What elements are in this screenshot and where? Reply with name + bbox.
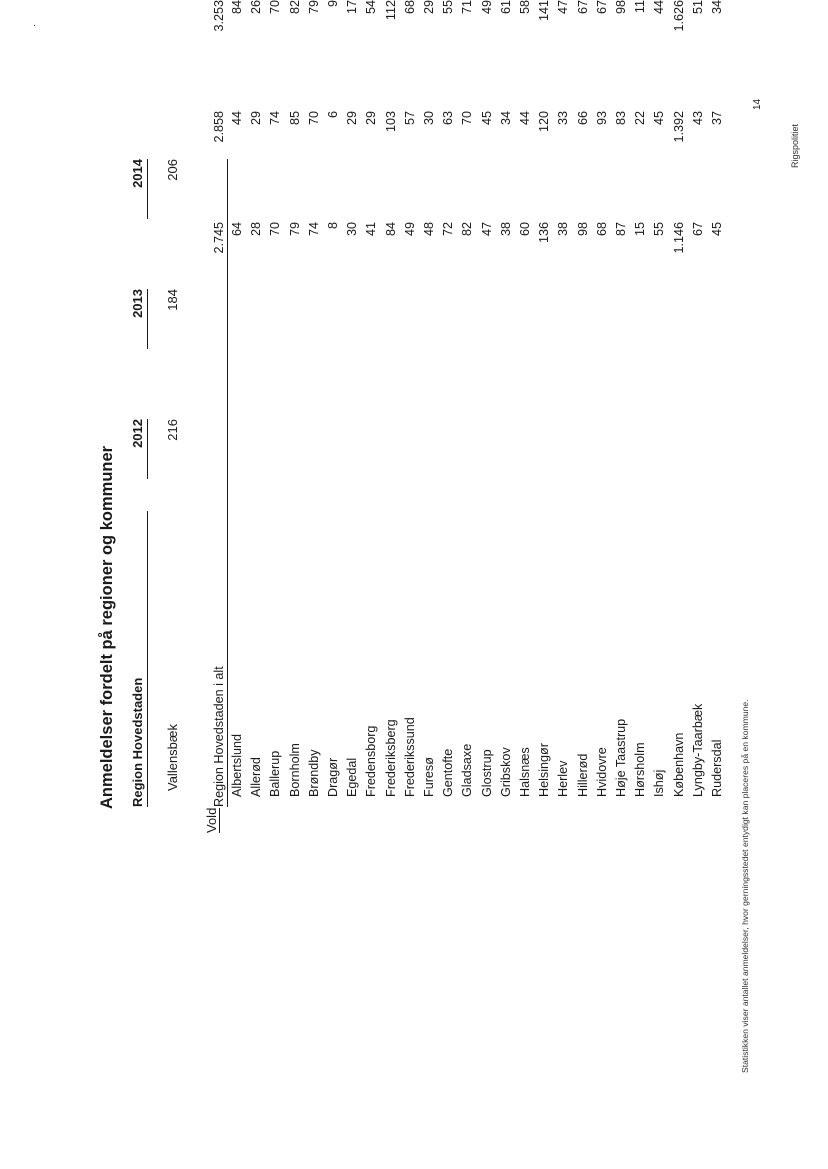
total-2012: 2.745 — [212, 221, 226, 254]
municipality-name: Gribskov — [498, 747, 513, 797]
value-2014: 49 — [479, 0, 494, 15]
value-2012: 72 — [441, 221, 456, 236]
value-2012: 30 — [345, 221, 360, 236]
value-2014: 67 — [575, 0, 590, 15]
value-2013: 85 — [287, 110, 302, 125]
table-row — [247, 0, 266, 807]
table-row — [497, 0, 516, 807]
vallensbaek-label: Vallensbæk — [165, 724, 180, 791]
value-2012: 41 — [364, 221, 379, 236]
value-2012: 38 — [498, 221, 513, 236]
municipality-name: Halsnæs — [518, 747, 533, 797]
municipality-table — [210, 0, 727, 807]
vallensbaek-2013: 184 — [165, 289, 180, 311]
municipality-name: Allerød — [249, 757, 264, 797]
table-row — [612, 0, 631, 807]
table-row — [401, 0, 420, 807]
value-2012: 68 — [594, 221, 609, 236]
value-2014: 70 — [268, 0, 283, 15]
value-2012: 49 — [402, 221, 417, 236]
value-2014: 1.626 — [671, 0, 686, 32]
municipality-name: København — [671, 732, 686, 797]
table-row — [286, 0, 305, 807]
municipality-name: Glostrup — [479, 749, 494, 797]
municipality-name: Hørsholm — [633, 742, 648, 797]
total-2013: 2.858 — [212, 110, 226, 143]
table-row — [420, 0, 439, 807]
value-2014: 112 — [383, 0, 398, 21]
value-2013: 70 — [306, 110, 321, 125]
year-header-2014: 2014 — [130, 159, 148, 219]
table-divider — [227, 159, 228, 807]
municipality-name: Ishøj — [652, 769, 667, 797]
value-2013: 44 — [230, 110, 244, 125]
value-2013: 74 — [268, 110, 283, 125]
value-2013: 22 — [633, 110, 648, 125]
corner-mark: · — [33, 20, 37, 31]
value-2012: 98 — [575, 221, 590, 236]
total-row — [210, 0, 228, 807]
footnote: Statistikken viser antallet anmeldelser, hvor gerningsstedet entydigt kan placeres på en kommune. — [740, 699, 750, 1073]
category-label: Vold — [204, 807, 219, 833]
value-2013: 43 — [690, 110, 705, 125]
value-2014: 71 — [460, 0, 475, 15]
value-2012: 87 — [614, 221, 629, 236]
value-2014: 61 — [498, 0, 513, 15]
value-2013: 37 — [710, 110, 725, 125]
value-2012: 8 — [326, 221, 341, 229]
value-2013: 30 — [422, 110, 437, 125]
value-2014: 79 — [306, 0, 321, 15]
page-number: 14 — [752, 98, 763, 110]
table-row — [266, 0, 285, 807]
value-2013: 45 — [479, 110, 494, 125]
table-row — [593, 0, 612, 807]
value-2014: 26 — [249, 0, 264, 15]
municipality-name: Furesø — [422, 757, 437, 797]
municipality-name: Helsingør — [537, 743, 552, 797]
value-2012: 84 — [383, 221, 398, 236]
value-2012: 70 — [268, 221, 283, 236]
value-2013: 29 — [345, 110, 360, 125]
municipality-name: Hillerød — [575, 753, 590, 797]
municipality-name: Dragør — [326, 757, 341, 797]
table-row — [574, 0, 593, 807]
value-2013: 29 — [249, 110, 264, 125]
value-2014: 47 — [556, 0, 571, 15]
value-2012: 60 — [518, 221, 533, 236]
value-2014: 68 — [402, 0, 417, 15]
value-2014: 51 — [690, 0, 705, 15]
table-row — [689, 0, 708, 807]
municipality-name: Hvidovre — [594, 747, 609, 797]
table-row — [631, 0, 650, 807]
municipality-name: Ballerup — [268, 750, 283, 797]
table-row — [516, 0, 535, 807]
table-row — [458, 0, 477, 807]
value-2012: 82 — [460, 221, 475, 236]
value-2012: 67 — [690, 221, 705, 236]
table-row — [343, 0, 362, 807]
value-2014: 29 — [422, 0, 437, 15]
value-2012: 48 — [422, 221, 437, 236]
value-2012: 136 — [537, 221, 552, 243]
value-2012: 55 — [652, 221, 667, 236]
value-2013: 34 — [498, 110, 513, 125]
page-title: Anmeldelser fordelt på regioner og kommuner — [98, 445, 116, 809]
municipality-name: Frederiksberg — [383, 719, 398, 797]
value-2012: 45 — [710, 221, 725, 236]
value-2013: 6 — [326, 110, 341, 118]
value-2013: 120 — [537, 110, 552, 132]
value-2013: 44 — [518, 110, 533, 125]
municipality-name: Egedal — [345, 757, 360, 797]
value-2014: 98 — [614, 0, 629, 15]
table-row — [650, 0, 669, 807]
region-header: Region Hovedstaden — [130, 511, 148, 807]
brand-label: Rigspolitiet — [790, 123, 800, 168]
value-2012: 47 — [479, 221, 494, 236]
value-2014: 141 — [537, 0, 552, 22]
table-row — [535, 0, 554, 807]
table-row — [708, 0, 727, 807]
value-2014: 58 — [518, 0, 533, 15]
municipality-name: Lyngby-Taarbæk — [690, 703, 705, 797]
value-2014: 54 — [364, 0, 379, 15]
municipality-name: Høje Taastrup — [614, 718, 629, 797]
value-2012: 74 — [306, 221, 321, 236]
value-2012: 28 — [249, 221, 264, 236]
municipality-name: Frederikssund — [402, 717, 417, 797]
table-row — [439, 0, 458, 807]
value-2013: 63 — [441, 110, 456, 125]
municipality-name: Albertslund — [230, 733, 244, 797]
value-2014: 67 — [594, 0, 609, 15]
value-2013: 70 — [460, 110, 475, 125]
municipality-name: Gladsaxe — [460, 743, 475, 797]
municipality-name: Bornholm — [287, 743, 302, 797]
year-header-2013: 2013 — [130, 289, 148, 349]
value-2013: 57 — [402, 110, 417, 125]
municipality-name: Rudersdal — [710, 739, 725, 797]
value-2012: 79 — [287, 221, 302, 236]
value-2014: 17 — [345, 0, 360, 15]
vallensbaek-2014: 206 — [165, 159, 180, 181]
value-2014: 84 — [230, 0, 244, 15]
vallensbaek-2012: 216 — [165, 419, 180, 441]
table-row — [324, 0, 343, 807]
value-2013: 66 — [575, 110, 590, 125]
value-2013: 33 — [556, 110, 571, 125]
value-2012: 15 — [633, 221, 648, 236]
table-row — [228, 0, 247, 807]
table-row — [305, 0, 324, 807]
municipality-name: Brøndby — [306, 749, 321, 797]
value-2012: 38 — [556, 221, 571, 236]
table-row — [478, 0, 497, 807]
municipality-name: Fredensborg — [364, 725, 379, 797]
value-2013: 93 — [594, 110, 609, 125]
year-header-2012: 2012 — [130, 419, 148, 479]
value-2014: 34 — [710, 0, 725, 15]
municipality-name: Gentofte — [441, 748, 456, 797]
value-2014: 82 — [287, 0, 302, 15]
total-name: Region Hovedstaden i alt — [212, 666, 226, 807]
total-2014: 3.253 — [212, 0, 226, 32]
value-2012: 64 — [230, 221, 244, 236]
municipality-name: Herlev — [556, 760, 571, 797]
value-2013: 29 — [364, 110, 379, 125]
value-2012: 1.146 — [671, 221, 686, 254]
value-2013: 103 — [383, 110, 398, 132]
value-2013: 1.392 — [671, 110, 686, 143]
value-2014: 11 — [633, 0, 648, 14]
table-row — [382, 0, 401, 807]
value-2014: 44 — [652, 0, 667, 15]
value-2013: 45 — [652, 110, 667, 125]
table-row — [554, 0, 573, 807]
table-row — [670, 0, 689, 807]
table-row — [362, 0, 381, 807]
value-2014: 9 — [326, 0, 341, 8]
value-2013: 83 — [614, 110, 629, 125]
value-2014: 55 — [441, 0, 456, 15]
